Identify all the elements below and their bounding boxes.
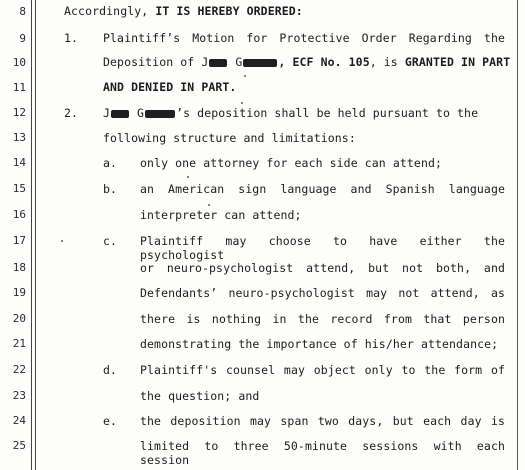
line-number: 11	[12, 81, 26, 94]
redaction-mark	[209, 59, 227, 67]
sub-c-line1: Plaintiff may choose to have either the psychologist	[140, 234, 505, 262]
item2-line2: following structure and limitations:	[103, 131, 356, 145]
margin-rule-right	[517, 0, 518, 470]
scan-speck	[244, 75, 246, 77]
line-number: 19	[12, 286, 26, 299]
line-number: 21	[12, 337, 26, 350]
scan-speck	[61, 240, 63, 242]
sub-d-line1: Plaintiff's counsel may object only to the form of	[140, 363, 505, 377]
scan-speck	[187, 176, 189, 178]
line-number: 17	[12, 234, 26, 247]
line-number: 10	[12, 56, 26, 69]
order-intro: Accordingly, IT IS HEREBY ORDERED:	[64, 4, 303, 18]
sub-d-line2: the question; and	[140, 389, 260, 403]
sub-a-line1: only one attorney for each side can attend;	[140, 156, 443, 170]
redaction-mark	[243, 59, 277, 67]
sub-e-line2: limited to three 50-minute sessions with each session	[140, 439, 505, 467]
sub-letter: b.	[103, 182, 118, 196]
line-number: 14	[12, 156, 26, 169]
sub-b-line2: interpreter can attend;	[140, 208, 302, 222]
item1-line3: AND DENIED IN PART.	[103, 80, 237, 94]
sub-c-line4: there is nothing in the record from that person	[140, 312, 505, 326]
scan-speck	[241, 102, 243, 104]
line-number: 23	[12, 389, 26, 402]
sub-c-line3: Defendants’ neuro-psychologist may not attend, as	[140, 286, 505, 300]
sub-letter: c.	[103, 234, 118, 248]
line-number: 12	[12, 106, 26, 119]
item1-line2: Deposition of J G , ECF No. 105, is GRANTED IN PART	[103, 55, 511, 69]
item2-line1: J G ’s deposition shall be held pursuant to the	[103, 106, 479, 120]
margin-rule-left-inner	[35, 0, 36, 470]
sub-letter: d.	[103, 363, 118, 377]
margin-rule-left-outer	[31, 0, 32, 470]
sub-c-line2: or neuro-psychologist attend, but not both, and	[140, 261, 505, 275]
line-number: 20	[12, 312, 26, 325]
sub-letter: a.	[103, 156, 118, 170]
sub-e-line1: the deposition may span two days, but each day is	[140, 414, 505, 428]
line-number: 25	[12, 439, 26, 452]
redaction-mark	[145, 110, 175, 118]
item-number: 2.	[64, 106, 79, 120]
sub-b-line1: an American sign language and Spanish language	[140, 182, 505, 196]
line-number: 18	[12, 261, 26, 274]
line-number: 22	[12, 363, 26, 376]
sub-letter: e.	[103, 414, 118, 428]
line-number: 13	[12, 131, 26, 144]
line-number: 9	[19, 32, 26, 45]
line-number: 8	[19, 5, 26, 18]
scan-speck	[208, 204, 210, 206]
item-number: 1.	[64, 31, 79, 45]
line-number: 15	[12, 182, 26, 195]
line-number: 16	[12, 208, 26, 221]
item1-line1: Plaintiff’s Motion for Protective Order Regarding the	[103, 31, 505, 45]
line-number: 24	[12, 414, 26, 427]
redaction-mark	[111, 110, 129, 118]
sub-c-line5: demonstrating the importance of his/her attendance;	[140, 337, 499, 351]
